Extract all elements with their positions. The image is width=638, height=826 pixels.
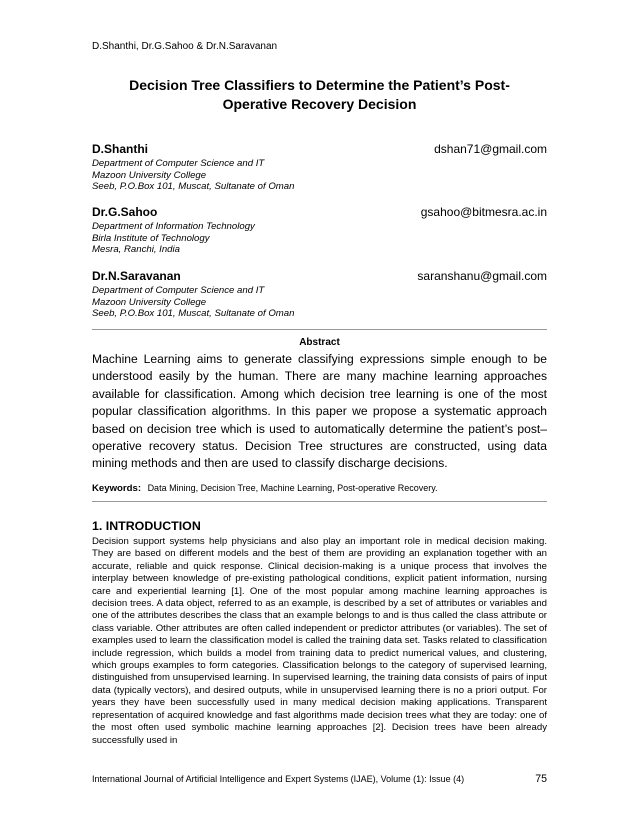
divider: [92, 329, 547, 330]
title-line-1: Decision Tree Classifiers to Determine the Patient’s Post-: [129, 77, 510, 93]
affiliation-line: Birla Institute of Technology: [92, 232, 210, 244]
author-name: D.Shanthi: [92, 142, 148, 156]
divider: [92, 501, 547, 502]
affiliation-line: Seeb, P.O.Box 101, Muscat, Sultanate of Oman: [92, 181, 295, 192]
author-name: Dr.N.Saravanan: [92, 269, 181, 283]
affiliation-line: Mazoon University College: [92, 169, 207, 181]
keywords-text: Data Mining, Decision Tree, Machine Learning, Post-operative Recovery.: [147, 483, 438, 493]
title-line-2: Operative Recovery Decision: [222, 96, 417, 112]
affiliation-line: Department of Computer Science and IT: [92, 158, 265, 169]
affiliation-line: Seeb, P.O.Box 101, Muscat, Sultanate of Oman: [92, 308, 295, 319]
running-header: D.Shanthi, Dr.G.Sahoo & Dr.N.Saravanan: [92, 41, 278, 52]
author-name: Dr.G.Sahoo: [92, 205, 158, 219]
affiliation-line: Mesra, Ranchi, India: [92, 244, 180, 255]
affiliation-line: Department of Computer Science and IT: [92, 285, 265, 296]
page-footer: [92, 774, 547, 784]
author-email: saranshanu@gmail.com: [417, 269, 547, 283]
affiliation-line: Department of Information Technology: [92, 221, 255, 232]
section-heading: 1. INTRODUCTION: [92, 519, 201, 533]
page-number: 75: [535, 773, 547, 785]
author-block-1: [92, 142, 547, 193]
abstract-text: Machine Learning aims to generate classifying expressions simple enough to be understood easily by the human. There are many machine learning approaches available for classification. Among which decision tree learning is one of the most popular classification algorithms. In this paper we propose a systematic approach based on decision tree which is used to automatically determine the patient’s post–operative recovery status. Decision Tree structures are constructed, using data mining methods and then are used to classify discharge decisions.: [92, 352, 547, 471]
author-block-2: [92, 205, 547, 256]
keywords-label: Keywords:: [92, 483, 142, 494]
affiliation-line: Mazoon University College: [92, 296, 207, 308]
section-body: Decision support systems help physicians and also play an important role in medical decision making. They are based on different models and the best of them are providing an explanation together with an accurate, reliable and quick response. Clinical decision-making is a unique process that involves the interplay between knowledge of pre-existing pathological conditions, explicit patient information, nursing care and experiential learning [1]. One of the most popular among machine learning approaches is decision trees. A data object, referred to as an example, is described by a set of attributes or variables and one of the attributes describes the class that an example belongs to and is thus called the class attribute or class variable. Other attributes are often called independent or predictor attributes (or variables). The set of examples used to learn the classification model is called the training data set. Tasks related to classification include regression, which builds a model from training data to predict numerical values, and clustering, which groups examples to form categories. Classification belongs to the category of supervised learning, distinguished from unsupervised learning. In supervised learning, the training data consists of pairs of input data (typically vectors), and desired outputs, while in unsupervised learning there is no a priori output. For years they have been successfully used in many medical decision making applications. Transparent representation of acquired knowledge and fast algorithms made decision trees what they are today: one of the most often used symbolic machine learning approaches [2]. Decision trees have been already successfully used in: [92, 536, 547, 746]
footer-journal: International Journal of Artificial Intelligence and Expert Systems (IJAE), Volume (1): Issue (4): [92, 774, 465, 784]
author-email: gsahoo@bitmesra.ac.in: [420, 205, 547, 219]
keywords: [92, 483, 547, 494]
paper-title: [92, 76, 547, 114]
author-email: dshan71@gmail.com: [434, 142, 547, 156]
abstract-heading: Abstract: [299, 337, 340, 348]
author-block-3: [92, 269, 547, 320]
